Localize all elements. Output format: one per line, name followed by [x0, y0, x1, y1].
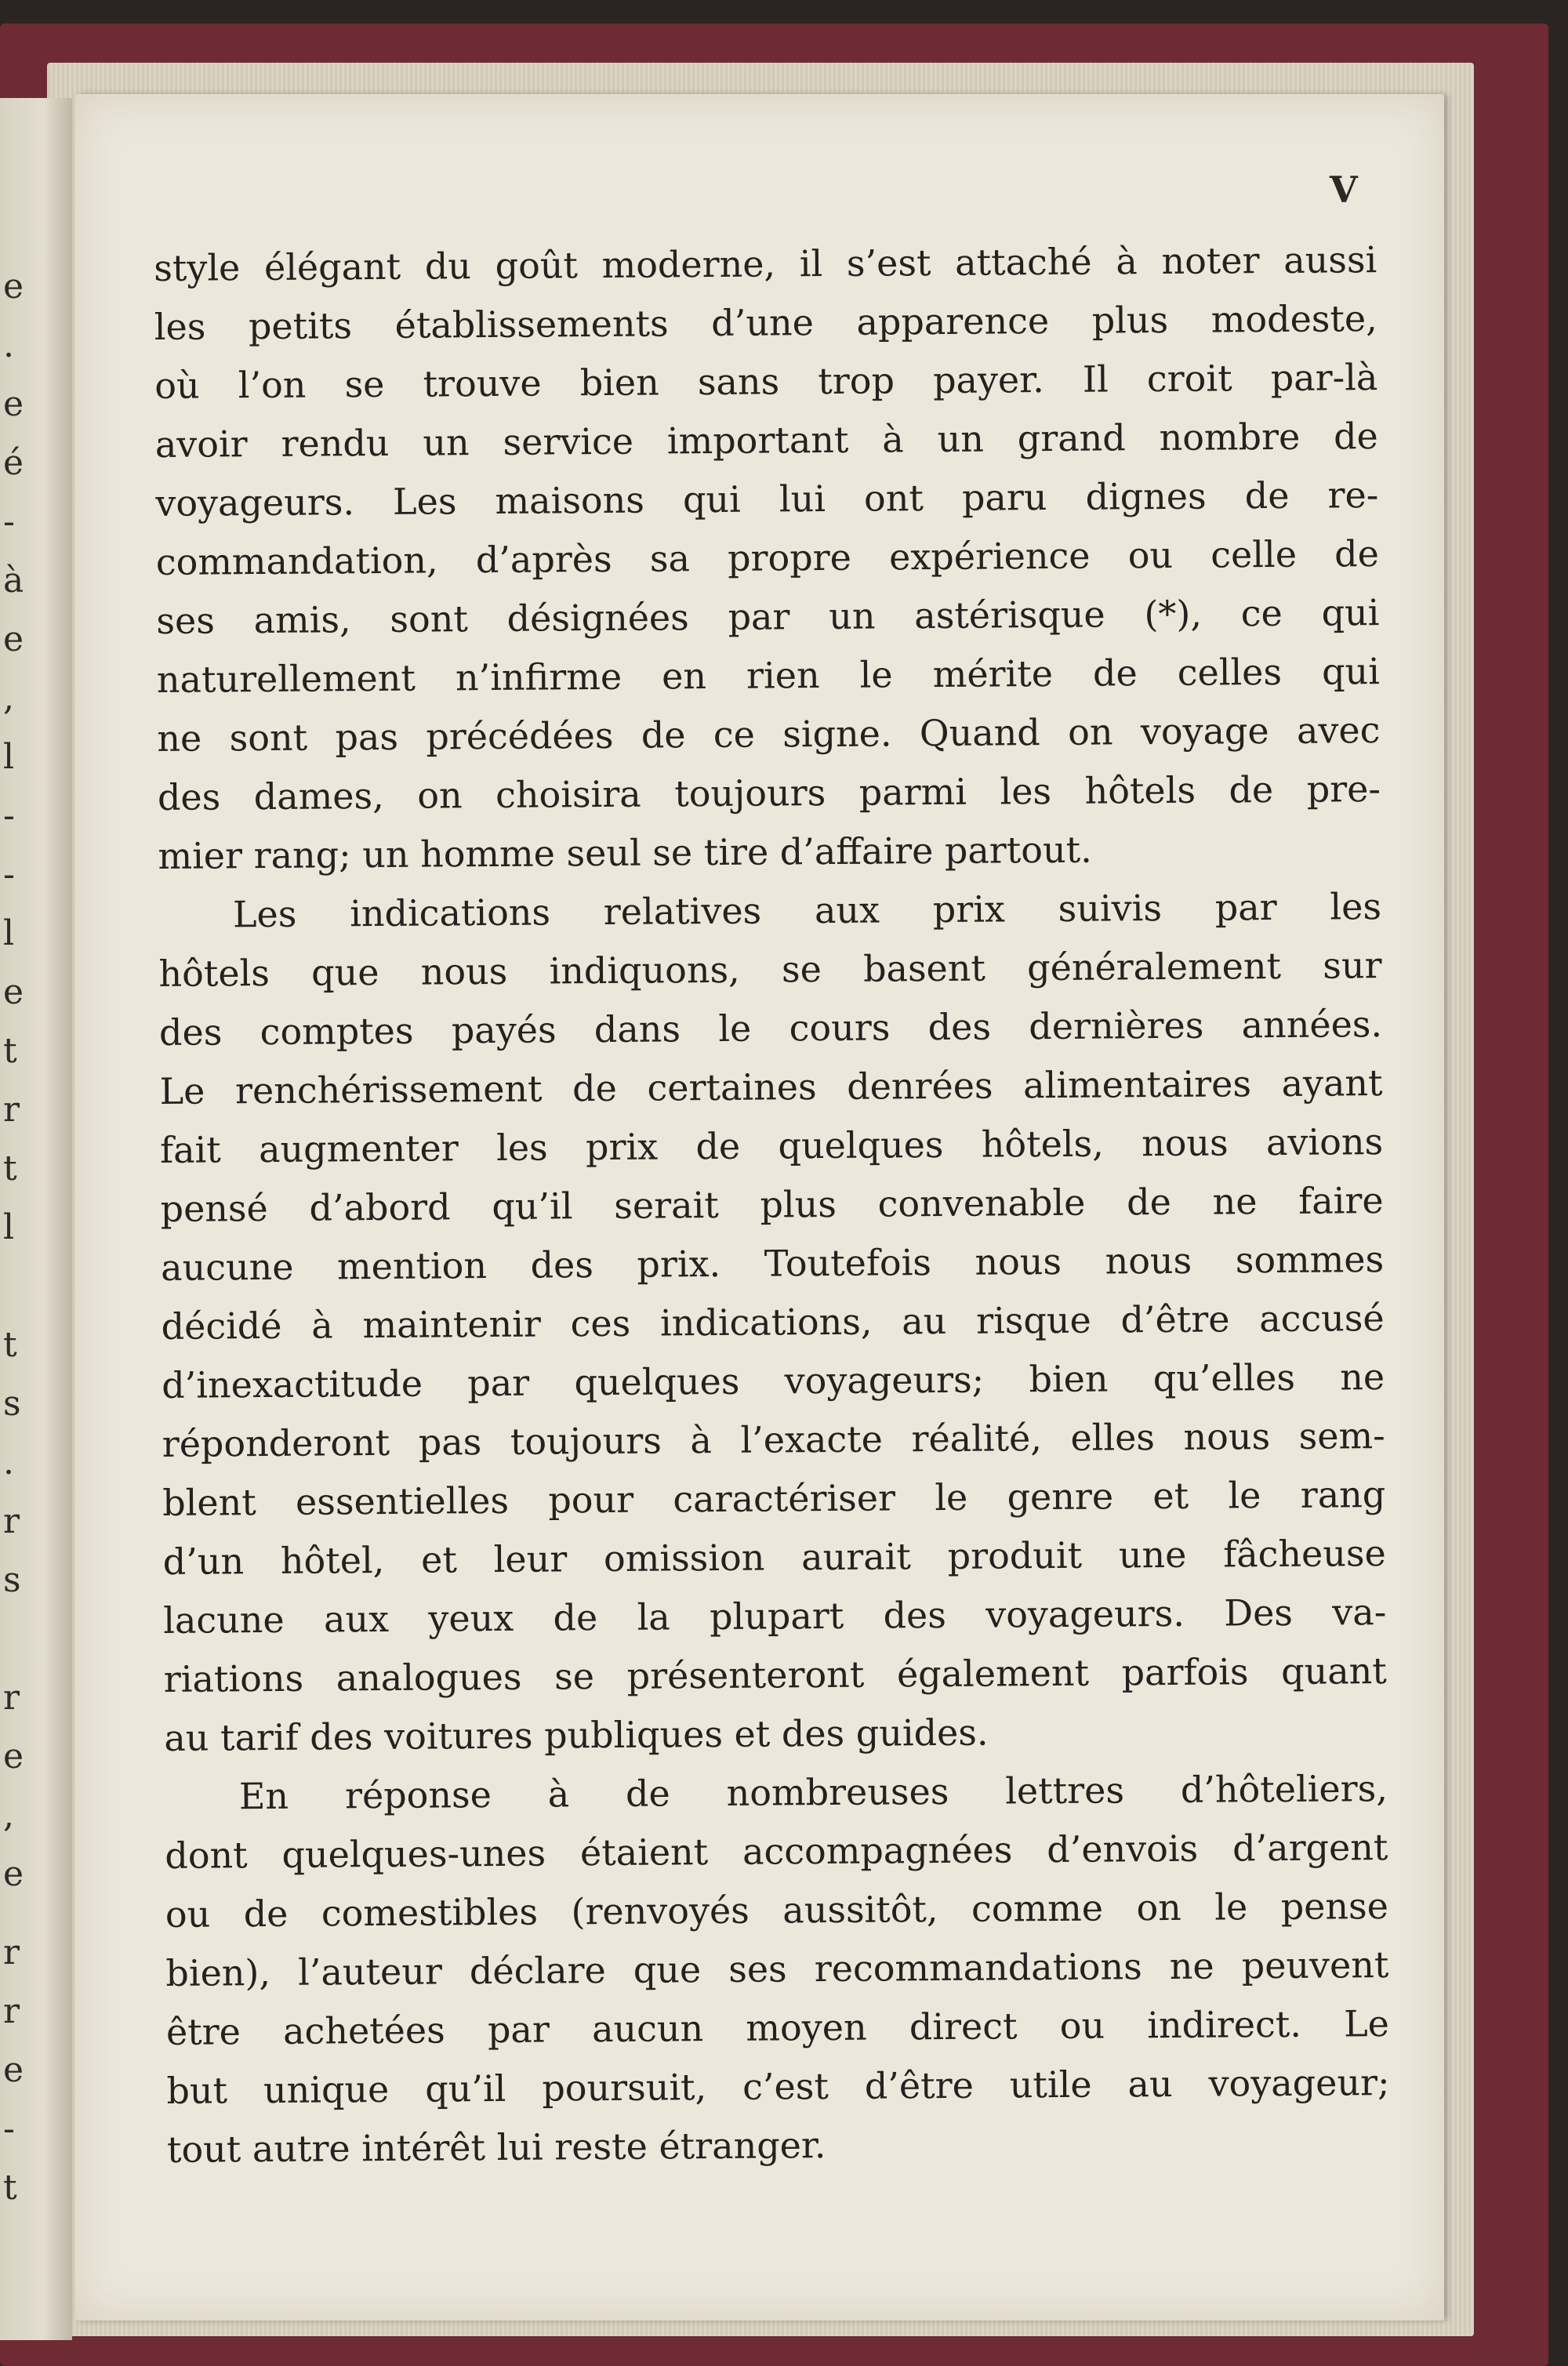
text-line: avoir rendu un service important à un grand nombre de: [154, 415, 1378, 466]
fragment: t: [3, 1031, 17, 1071]
text-line: commandation, d’après sa propre expérience ou celle de: [155, 532, 1380, 583]
text-line: ses amis, sont désignées par un astérisque (*), ce qui: [156, 591, 1380, 642]
left-page-edge: [0, 98, 72, 2340]
text-line: où l’on se trouve bien sans trop payer. Il croit par-là: [154, 356, 1378, 407]
text-line: blent essentielles pour caractériser le genre et le rang: [162, 1473, 1386, 1524]
text-line: des comptes payés dans le cours des dernières années.: [158, 1003, 1383, 1054]
text-line: pensé d’abord qu’il serait plus convenable de ne faire: [160, 1179, 1384, 1230]
fragment: -: [3, 855, 15, 895]
text-line: d’inexactitude par quelques voyageurs; bien qu’elles ne: [162, 1355, 1385, 1406]
text-line: les petits établissements d’une apparence plus modeste,: [154, 297, 1377, 348]
text-line: décidé à maintenir ces indications, au risque d’être accusé: [161, 1297, 1385, 1348]
text-line: lacune aux yeux de la plupart des voyageurs. Des va-: [163, 1591, 1387, 1642]
text-line: mier rang; un homme seul se tire d’affaire partout.: [158, 828, 1092, 877]
fragment: e: [3, 1736, 24, 1776]
paragraph-1: [154, 230, 1381, 886]
paragraph-3: [165, 1759, 1391, 2179]
text-line: style élégant du goût moderne, il s’est attaché à noter aussi: [154, 238, 1377, 289]
fragment: e: [3, 619, 24, 659]
fragment: l: [3, 1207, 15, 1247]
text-line: hôtels que nous indiquons, se basent généralement sur: [158, 944, 1382, 995]
page-number: V: [1330, 169, 1358, 211]
fragment: t: [3, 1149, 17, 1188]
fragment: r: [3, 1501, 20, 1541]
fragment: s: [3, 1560, 21, 1600]
fragment: t: [3, 1325, 17, 1365]
text-line: ou de comestibles (renvoyés aussitôt, comme on le pense: [165, 1885, 1389, 1936]
fragment: s: [3, 1384, 21, 1424]
text-line: au tarif des voitures publiques et des guides.: [164, 1711, 989, 1759]
text-line: être achetées par aucun moyen direct ou indirect. Le: [165, 2002, 1390, 2053]
fragment: r: [3, 1090, 20, 1130]
text-line: En réponse à de nombreuses lettres d’hôteliers,: [238, 1767, 1388, 1818]
fragment: .: [3, 1442, 14, 1482]
fragment: e: [3, 384, 24, 424]
text-line: réponderont pas toujours à l’exacte réalité, elles nous sem-: [162, 1414, 1385, 1465]
text-line: but unique qu’il poursuit, c’est d’être utile au voyageur;: [166, 2061, 1390, 2112]
fragment: ,: [3, 678, 14, 718]
text-line: ne sont pas précédées de ce signe. Quand on voyage avec: [157, 709, 1381, 760]
text-line: bien), l’auteur déclare que ses recommandations ne peuvent: [165, 1943, 1389, 1994]
fragment: -: [3, 796, 15, 836]
fragment: l: [3, 913, 15, 953]
text-line: riations analogues se présenteront également parfois quant: [163, 1649, 1387, 1700]
body-text: [154, 230, 1390, 2179]
fragment: t: [3, 2168, 17, 2208]
text-line: dont quelques-unes étaient accompagnées d’envois d’argent: [165, 1826, 1388, 1877]
text-line: Le renchérissement de certaines denrées alimentaires ayant: [159, 1061, 1383, 1112]
fragment: r: [3, 1678, 20, 1718]
text-line: Les indications relatives aux prix suivis par les: [232, 885, 1382, 936]
fragment: -: [3, 502, 15, 542]
text-line: fait augmenter les prix de quelques hôtels, nous avions: [159, 1120, 1384, 1171]
fragment: ,: [3, 1795, 14, 1835]
text-line: tout autre intérêt lui reste étranger.: [166, 2124, 826, 2171]
text-line: aucune mention des prix. Toutefois nous nous sommes: [160, 1238, 1385, 1289]
fragment: e: [3, 1854, 24, 1894]
left-page-text-fragments: [0, 98, 31, 2340]
fragment: e: [3, 267, 24, 307]
book-page: [75, 94, 1444, 2321]
text-line: des dames, on choisira toujours parmi les hôtels de pre-: [157, 767, 1381, 818]
text-line: d’un hôtel, et leur omission aurait produit une fâcheuse: [162, 1532, 1386, 1583]
fragment: à: [3, 561, 24, 601]
fragment: é: [3, 443, 24, 483]
fragment: r: [3, 1991, 20, 2031]
fragment: -: [3, 2109, 15, 2149]
fragment: r: [3, 1932, 20, 1972]
fragment: l: [3, 737, 15, 777]
fragment: e: [3, 2050, 24, 2090]
text-line: voyageurs. Les maisons qui lui ont paru dignes de re-: [155, 474, 1379, 524]
fragment: e: [3, 972, 24, 1012]
fragment: .: [3, 325, 14, 365]
paragraph-2: [158, 877, 1388, 1768]
text-line: naturellement n’infirme en rien le mérite de celles qui: [156, 650, 1381, 701]
